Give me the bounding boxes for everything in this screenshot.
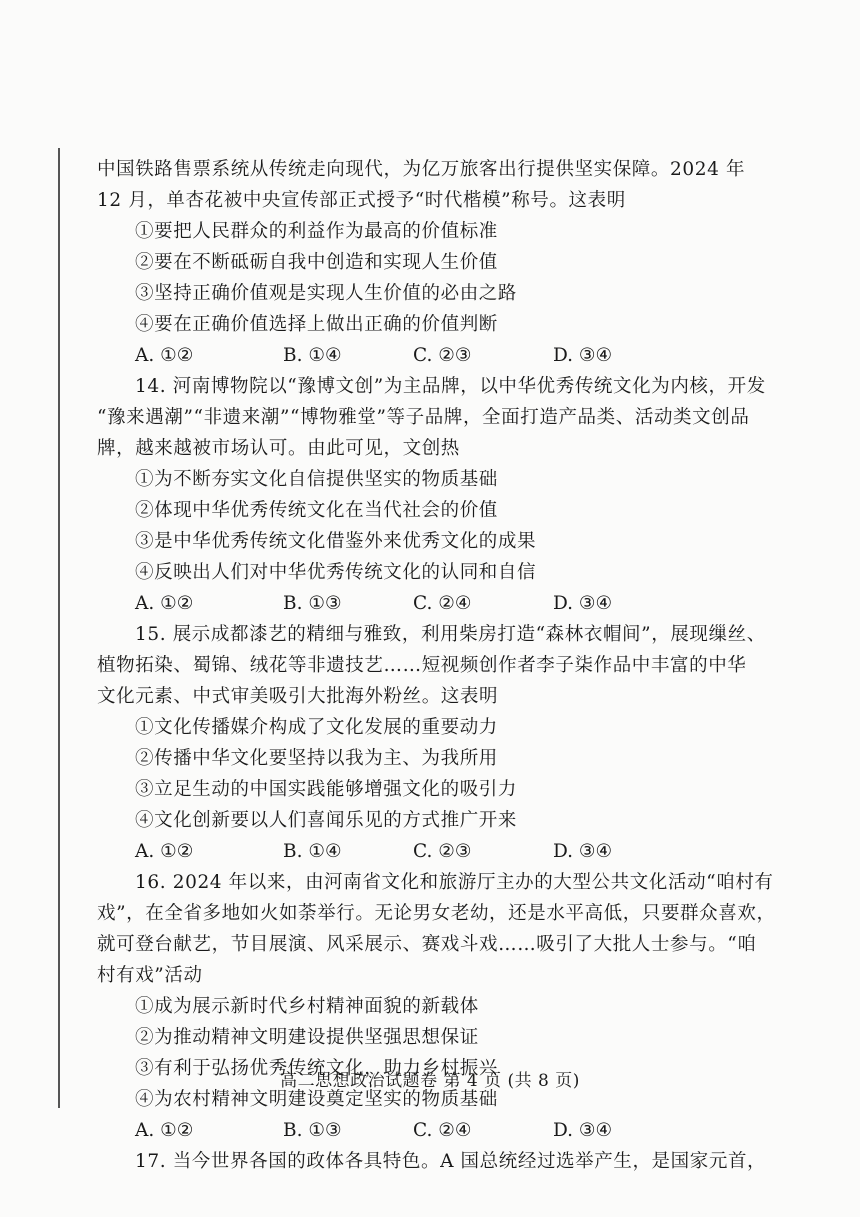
statement-option: ③坚持正确价值观是实现人生价值的必由之路 — [135, 283, 518, 304]
choice-d: D. ③④ — [553, 1120, 613, 1141]
statement-option: ①为不断夯实文化自信提供坚实的物质基础 — [135, 469, 498, 490]
question-text-line: 村有戏”活动 — [97, 965, 203, 986]
question-text-line: 16. 2024 年以来，由河南省文化和旅游厅主办的大型公共文化活动“咱村有 — [135, 872, 774, 893]
statement-option: ②要在不断砥砺自我中创造和实现人生价值 — [135, 252, 498, 273]
choice-d: D. ③④ — [553, 345, 613, 366]
question-text-line: 17. 当今世界各国的政体各具特色。A 国总统经过选举产生，是国家元首， — [135, 1151, 767, 1172]
exam-content — [97, 154, 797, 1177]
question-text-line: 12 月，单杏花被中央宣传部正式授予“时代楷模”称号。这表明 — [97, 190, 626, 211]
choice-a: A. ①② — [135, 841, 194, 862]
choice-c: C. ②③ — [413, 345, 472, 366]
statement-option: ①要把人民群众的利益作为最高的价值标准 — [135, 221, 498, 242]
choice-c: C. ②③ — [413, 841, 472, 862]
question-14 — [97, 371, 797, 619]
statement-option: ②为推动精神文明建设提供坚强思想保证 — [135, 1027, 479, 1048]
choice-a: A. ①② — [135, 345, 194, 366]
binding-margin-line — [58, 148, 60, 1108]
statement-option: ④反映出人们对中华优秀传统文化的认同和自信 — [135, 562, 537, 583]
question-text-line: 文化元素、中式审美吸引大批海外粉丝。这表明 — [97, 686, 499, 707]
question-text-line: 15. 展示成都漆艺的精细与雅致，利用柴房打造“森林衣帽间”，展现缫丝、 — [135, 624, 766, 645]
choice-a: A. ①② — [135, 1120, 194, 1141]
statement-option: ①文化传播媒介构成了文化发展的重要动力 — [135, 717, 498, 738]
answer-choices — [135, 1115, 797, 1146]
choice-c: C. ②④ — [413, 1120, 472, 1141]
question-text-line: 戏”，在全省多地如火如荼举行。无论男女老幼，还是水平高低，只要群众喜欢， — [97, 903, 776, 924]
question-text-line: “豫来遇潮”“非遗来潮”“博物雅堂”等子品牌，全面打造产品类、活动类文创品 — [97, 407, 750, 428]
choice-b: B. ①④ — [283, 345, 342, 366]
answer-choices — [135, 340, 797, 371]
statement-option: ①成为展示新时代乡村精神面貌的新载体 — [135, 996, 479, 1017]
statement-option: ②体现中华优秀传统文化在当代社会的价值 — [135, 500, 498, 521]
question-text-line: 植物拓染、蜀锦、绒花等非遗技艺……短视频创作者李子柒作品中丰富的中华 — [97, 655, 747, 676]
question-text-line: 中国铁路售票系统从传统走向现代，为亿万旅客出行提供坚实保障。2024 年 — [97, 159, 746, 180]
choice-d: D. ③④ — [553, 593, 613, 614]
answer-choices — [135, 836, 797, 867]
statement-option: ②传播中华文化要坚持以我为主、为我所用 — [135, 748, 498, 769]
choice-b: B. ①③ — [283, 1120, 342, 1141]
statement-option: ④文化创新要以人们喜闻乐见的方式推广开来 — [135, 810, 518, 831]
statement-option: ③立足生动的中国实践能够增强文化的吸引力 — [135, 779, 518, 800]
question-16 — [97, 867, 797, 1146]
page-footer: 高二思想政治试题卷 第 4 页 (共 8 页) — [280, 1071, 580, 1091]
question-15 — [97, 619, 797, 867]
question-text-line: 14. 河南博物院以“豫博文创”为主品牌，以中华优秀传统文化为内核，开发 — [135, 376, 766, 397]
statement-option: ④为农村精神文明建设奠定坚实的物质基础 — [135, 1089, 498, 1110]
question-text-line: 就可登台献艺，节目展演、风采展示、赛戏斗戏……吸引了大批人士参与。“咱 — [97, 934, 757, 955]
choice-d: D. ③④ — [553, 841, 613, 862]
question-17 — [97, 1146, 797, 1177]
answer-choices — [135, 588, 797, 619]
choice-c: C. ②④ — [413, 593, 472, 614]
question-13 — [97, 154, 797, 371]
statement-option: ④要在正确价值选择上做出正确的价值判断 — [135, 314, 498, 335]
choice-b: B. ①④ — [283, 841, 342, 862]
choice-a: A. ①② — [135, 593, 194, 614]
question-text-line: 牌，越来越被市场认可。由此可见，文创热 — [97, 438, 460, 459]
statement-option: ③是中华优秀传统文化借鉴外来优秀文化的成果 — [135, 531, 537, 552]
statement-option: ③有利于弘扬优秀传统文化，助力乡村振兴 — [135, 1058, 498, 1079]
choice-b: B. ①③ — [283, 593, 342, 614]
